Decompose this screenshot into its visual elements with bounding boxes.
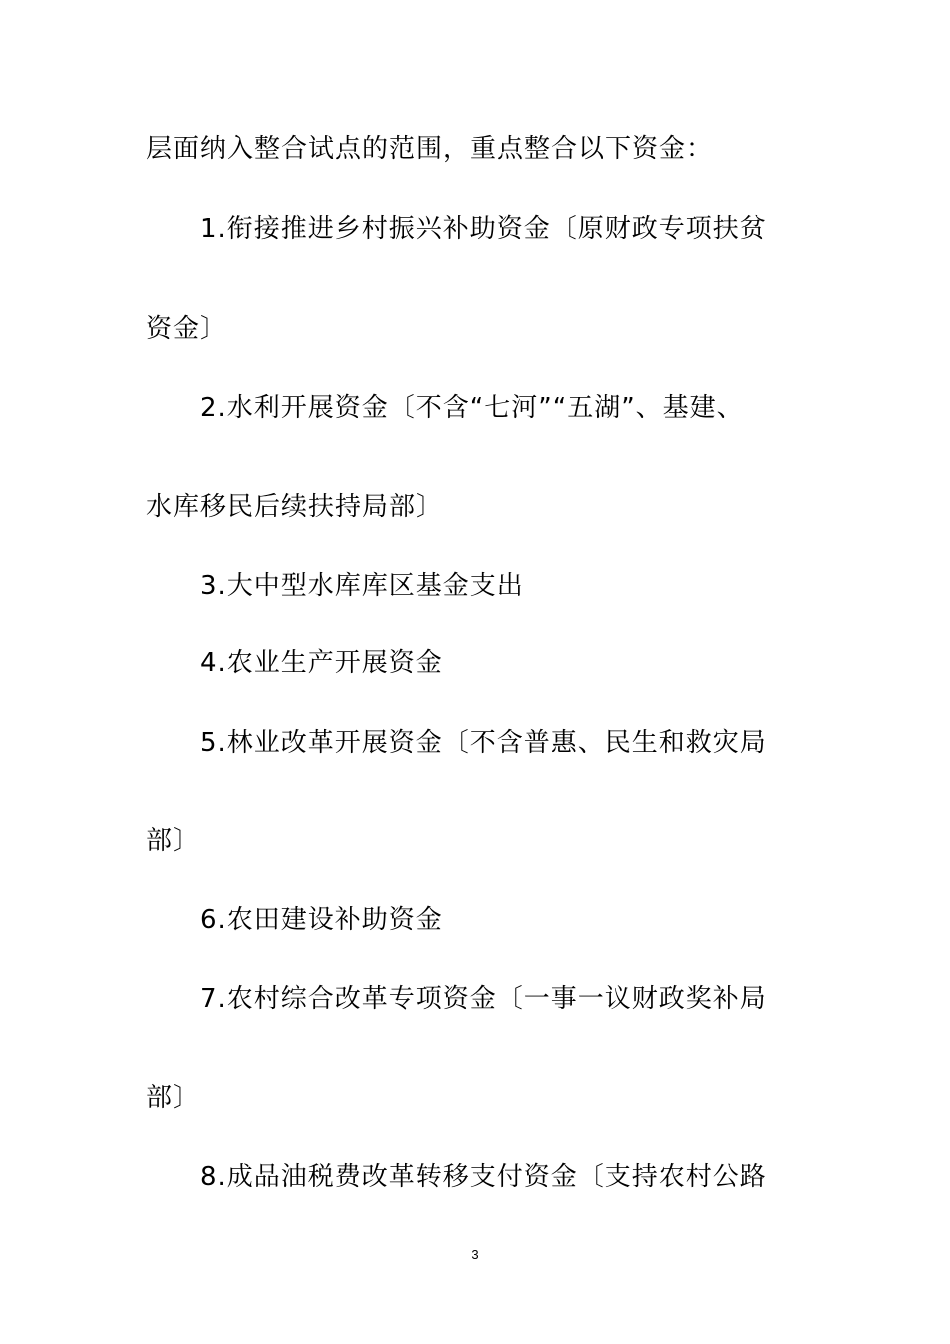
list-item-3-line: 3.大中型水库库区基金支出: [200, 571, 524, 601]
list-item-4-line: 4.农业生产开展资金: [200, 648, 443, 678]
list-item-1-line: 1.衔接推进乡村振兴补助资金〔原财政专项扶贫: [200, 214, 767, 244]
paragraph-line: 层面纳入整合试点的范围，重点整合以下资金：: [146, 134, 714, 164]
list-item-5-continuation: 部〕: [146, 826, 201, 856]
list-item-2-line: 2.水利开展资金〔不含“七河”“五湖”、基建、: [200, 393, 744, 423]
list-item-1-continuation: 资金〕: [146, 314, 228, 344]
list-item-7-continuation: 部〕: [146, 1083, 201, 1113]
list-item-5-line: 5.林业改革开展资金〔不含普惠、民生和救灾局: [200, 728, 767, 758]
list-item-6-line: 6.农田建设补助资金: [200, 905, 443, 935]
list-item-7-line: 7.农村综合改革专项资金〔一事一议财政奖补局: [200, 984, 767, 1014]
page-number: 3: [471, 1247, 479, 1262]
list-item-8-line: 8.成品油税费改革转移支付资金〔支持农村公路: [200, 1162, 767, 1192]
list-item-2-continuation: 水库移民后续扶持局部〕: [146, 492, 444, 522]
